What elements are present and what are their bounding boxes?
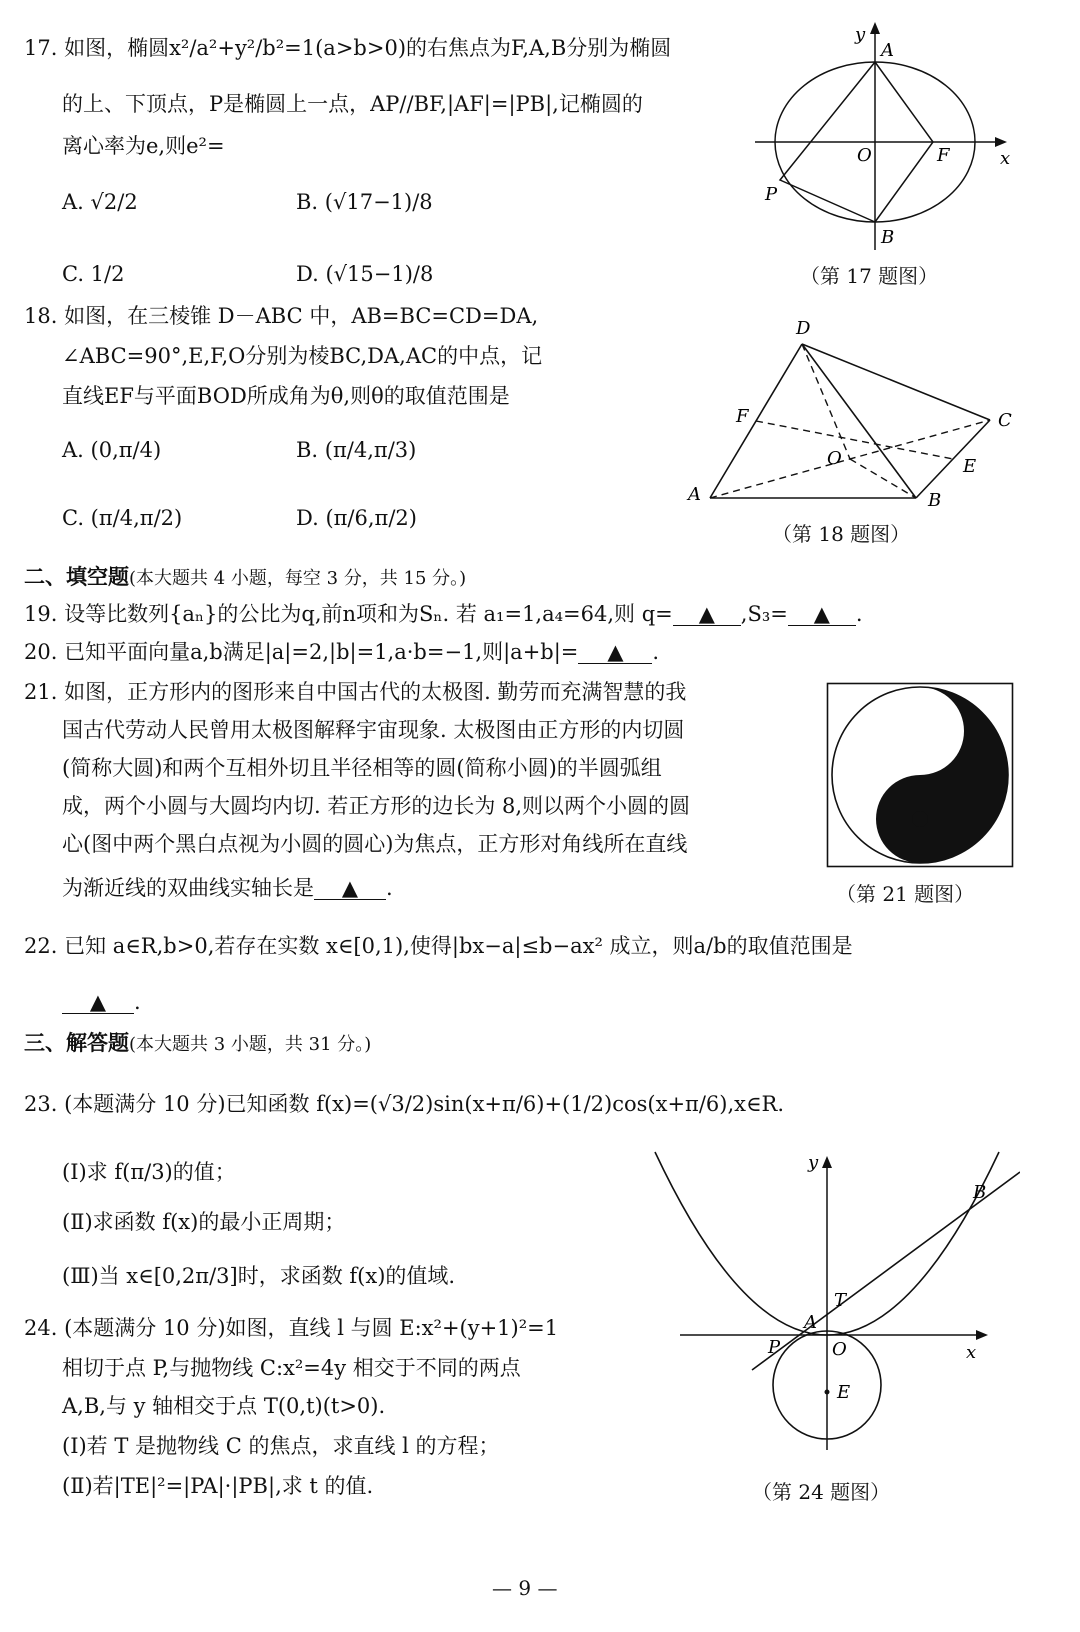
label-e: E	[963, 456, 977, 477]
label-d: D	[796, 318, 811, 339]
q24-part1: (Ⅰ)若 T 是抛物线 C 的焦点，求直线 l 的方程；	[62, 1434, 500, 1458]
q24-caption: （第 24 题图）	[752, 1480, 891, 1504]
q23-part2: (Ⅱ)求函数 f(x)的最小正周期；	[62, 1210, 346, 1234]
q21-line4: 成，两个小圆与大圆均内切. 若正方形的边长为 8,则以两个小圆的圆	[62, 794, 691, 818]
q18-option-b: B. (π/4,π/3)	[296, 438, 417, 462]
x-axis-arrow	[995, 137, 1007, 147]
q24-line1: 24. (本题满分 10 分)如图，直线 l 与圆 E:x²+(y+1)²=1	[24, 1316, 559, 1340]
label-t: T	[834, 1290, 847, 1311]
label-b: B	[928, 490, 942, 511]
q21-answer-blank: ▲	[314, 878, 386, 900]
section2-title: 二、填空题	[24, 564, 129, 589]
section3-note: (本大题共 3 小题，共 31 分。)	[129, 1034, 372, 1055]
label-a: A	[804, 1312, 817, 1333]
label-c: C	[998, 410, 1012, 431]
q17-option-a: A. √2/2	[62, 190, 138, 214]
q21-line1: 21. 如图，正方形内的图形来自中国古代的太极图. 勤劳而充满智慧的我	[24, 680, 687, 704]
label-f: F	[736, 406, 749, 427]
label-x: x	[966, 1342, 977, 1363]
q23-stem: 23. (本题满分 10 分)已知函数 f(x)=(√3/2)sin(x+π/6)+(1/2)cos(x+π/6),x∈R.	[24, 1092, 785, 1116]
q19-text: 19. 设等比数列{aₙ}的公比为q,前n项和为Sₙ. 若 a₁=1,a₄=64,则 q=	[24, 602, 673, 626]
q20-answer-blank: ▲	[578, 642, 652, 664]
q21-line2: 国古代劳动人民曾用太极图解释宇宙现象. 太极图由正方形的内切圆	[62, 718, 685, 742]
section3-title: 三、解答题	[24, 1030, 129, 1055]
q17-option-b: B. (√17−1)/8	[296, 190, 433, 214]
q17-ellipse-figure	[745, 18, 1035, 258]
q20-line	[24, 642, 659, 664]
q17-option-d: D. (√15−1)/8	[296, 262, 434, 286]
label-a: A	[881, 40, 894, 61]
q24-line2: 相切于点 P,与抛物线 C:x²=4y 相交于不同的两点	[62, 1356, 521, 1380]
q17-caption: （第 17 题图）	[800, 264, 939, 288]
label-p: P	[765, 184, 778, 205]
q21-line5: 心(图中两个黑白点视为小圆的圆心)为焦点，正方形对角线所在直线	[62, 832, 688, 856]
q21-line3: (简称大圆)和两个互相外切且半径相等的圆(简称小圆)的半圆弧组	[62, 756, 662, 780]
q19-line	[24, 604, 863, 626]
q20-end: .	[652, 640, 660, 664]
q21-end: .	[386, 876, 393, 900]
dashed-ob	[850, 459, 916, 498]
q23-part3: (Ⅲ)当 x∈[0,2π/3]时，求函数 f(x)的值域.	[62, 1264, 456, 1288]
q21-line6	[62, 878, 393, 900]
label-b: B	[973, 1182, 987, 1203]
q18-stem-line2: ∠ABC=90°,E,F,O分别为棱BC,DA,AC的中点，记	[62, 344, 543, 368]
q19-mid: ,S₃=	[740, 602, 788, 626]
white-dot	[912, 723, 928, 739]
q18-option-a: A. (0,π/4)	[62, 438, 162, 462]
q22-line2	[62, 992, 141, 1014]
q18-option-d: D. (π/6,π/2)	[296, 506, 417, 530]
page-number: — 9 —	[492, 1576, 558, 1600]
q22-answer-blank: ▲	[62, 992, 134, 1014]
y-axis-arrow	[822, 1156, 832, 1168]
q21-taiji-figure	[826, 682, 1014, 868]
point-e	[825, 1390, 830, 1395]
q18-pyramid-figure	[680, 312, 1025, 512]
label-x: x	[1000, 148, 1011, 169]
q20-text: 20. 已知平面向量a,b满足|a|=2,|b|=1,a·b=−1,则|a+b|=	[24, 640, 579, 664]
black-dot	[912, 811, 928, 827]
q18-stem-line3: 直线EF与平面BOD所成角为θ,则θ的取值范围是	[62, 384, 510, 408]
q24-line3: A,B,与 y 轴相交于点 T(0,t)(t>0).	[62, 1394, 386, 1418]
label-a: A	[688, 484, 701, 505]
q17-stem-line2: 的上、下顶点，P是椭圆上一点，AP//BF,|AF|=|PB|,记椭圆的	[62, 92, 643, 116]
section3-heading	[24, 1032, 371, 1054]
section2-heading	[24, 566, 466, 588]
label-o: O	[857, 145, 872, 166]
label-y: y	[808, 1152, 819, 1173]
q22-end: .	[134, 990, 141, 1014]
q24-part2: (Ⅱ)若|TE|²=|PA|·|PB|,求 t 的值.	[62, 1474, 374, 1498]
q24-parabola-figure	[650, 1150, 1020, 1475]
dashed-fe	[756, 421, 953, 459]
label-y: y	[855, 24, 866, 45]
y-axis-arrow	[870, 22, 880, 34]
q18-stem-line1: 18. 如图，在三棱锥 D－ABC 中，AB=BC=CD=DA,	[24, 304, 539, 328]
q17-stem-line1: 17. 如图，椭圆x²/a²+y²/b²=1(a>b>0)的右焦点为F,A,B分别为椭圆	[24, 36, 672, 60]
label-f: F	[937, 145, 950, 166]
label-p: P	[768, 1337, 781, 1358]
q18-option-c: C. (π/4,π/2)	[62, 506, 183, 530]
q22-line1: 22. 已知 a∈R,b>0,若存在实数 x∈[0,1),使得|bx−a|≤b−ax² 成立，则a/b的取值范围是	[24, 934, 853, 958]
q23-part1: (Ⅰ)求 f(π/3)的值；	[62, 1160, 236, 1184]
label-b: B	[881, 227, 895, 248]
q21-line6-text: 为渐近线的双曲线实轴长是	[62, 876, 314, 900]
q19-end: .	[855, 602, 863, 626]
label-o: O	[827, 448, 842, 469]
label-e: E	[837, 1382, 851, 1403]
q17-stem-line3: 离心率为e,则e²=	[62, 134, 225, 158]
label-o: O	[832, 1339, 847, 1360]
q19-answer-blank-q: ▲	[673, 604, 741, 626]
q17-option-c: C. 1/2	[62, 262, 125, 286]
x-axis-arrow	[976, 1330, 988, 1340]
q18-caption: （第 18 题图）	[772, 522, 911, 546]
q21-caption: （第 21 题图）	[836, 882, 975, 906]
q19-answer-blank-s3: ▲	[788, 604, 856, 626]
section2-note: (本大题共 4 小题，每空 3 分，共 15 分。)	[129, 568, 467, 589]
